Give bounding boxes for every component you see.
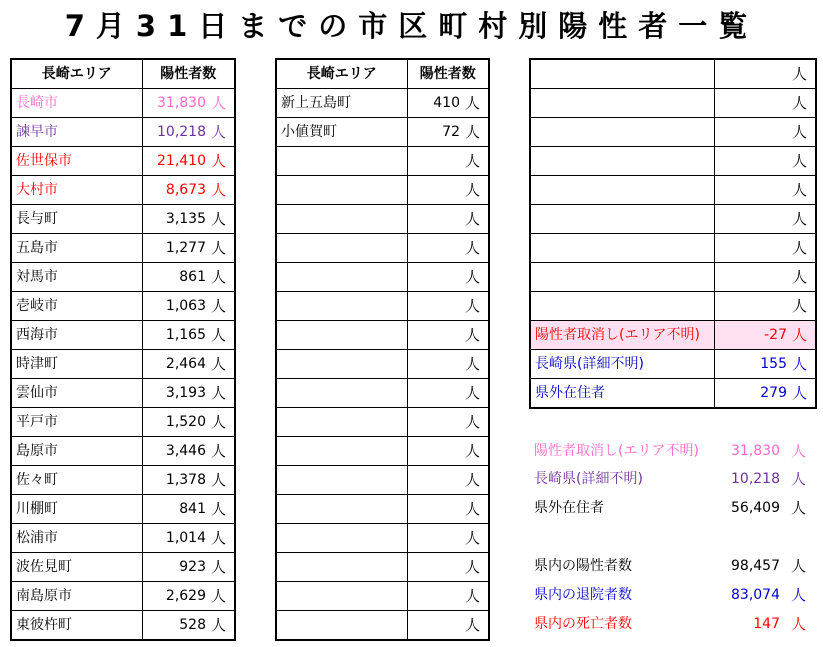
count-cell xyxy=(142,524,235,553)
unit-label: 人 xyxy=(210,355,226,373)
table-row xyxy=(530,89,816,118)
header-area: 長崎エリア xyxy=(276,59,407,89)
area-name xyxy=(530,292,714,321)
count-cell xyxy=(407,234,489,263)
count-cell xyxy=(407,553,489,582)
table-row xyxy=(11,321,235,350)
table-row xyxy=(11,408,235,437)
area-name: 南島原市 xyxy=(11,582,142,611)
count-cell xyxy=(407,350,489,379)
table-row xyxy=(276,118,489,147)
area-name xyxy=(276,350,407,379)
area-name: 西海市 xyxy=(11,321,142,350)
unit-label: 人 xyxy=(464,123,480,141)
table-row xyxy=(11,205,235,234)
unit-label: 人 xyxy=(210,558,226,576)
unit-label: 人 xyxy=(210,413,226,431)
summary-count: 10,218 xyxy=(731,471,780,487)
area-name xyxy=(276,205,407,234)
count-cell xyxy=(714,147,816,176)
table-row xyxy=(530,147,816,176)
summary-count: 147 xyxy=(753,616,780,632)
positive-count: 21,410 xyxy=(157,153,206,169)
table-row xyxy=(11,176,235,205)
unit-label: 人 xyxy=(790,557,806,575)
count-cell xyxy=(407,495,489,524)
count-cell xyxy=(142,205,235,234)
count-cell xyxy=(407,89,489,118)
unit-label: 人 xyxy=(464,500,480,518)
table-row xyxy=(11,147,235,176)
summary-label: 陽性者取消し(エリア不明) xyxy=(534,443,699,459)
area-name: 島原市 xyxy=(11,437,142,466)
count-cell xyxy=(407,379,489,408)
positive-count: 410 xyxy=(433,95,460,111)
count-cell xyxy=(142,234,235,263)
table-row xyxy=(276,553,489,582)
table-row xyxy=(11,524,235,553)
unit-label: 人 xyxy=(791,210,807,228)
positive-count: -27 xyxy=(764,327,787,343)
positive-count: 279 xyxy=(760,385,787,401)
table-header-row xyxy=(276,59,489,89)
count-cell xyxy=(142,321,235,350)
unit-label: 人 xyxy=(464,384,480,402)
count-cell xyxy=(407,147,489,176)
unit-label: 人 xyxy=(464,297,480,315)
table-row xyxy=(11,292,235,321)
header-count: 陽性者数 xyxy=(407,59,489,89)
table-row xyxy=(11,118,235,147)
count-cell xyxy=(714,263,816,292)
area-name xyxy=(530,147,714,176)
unit-label: 人 xyxy=(210,152,226,170)
count-cell xyxy=(142,263,235,292)
table-row xyxy=(276,292,489,321)
unit-label: 人 xyxy=(210,181,226,199)
count-cell xyxy=(142,176,235,205)
unit-label: 人 xyxy=(210,471,226,489)
table-row xyxy=(11,611,235,641)
positive-count: 3,135 xyxy=(165,211,206,227)
unit-label: 人 xyxy=(791,326,807,344)
count-cell xyxy=(142,495,235,524)
area-name: 時津町 xyxy=(11,350,142,379)
count-cell xyxy=(407,118,489,147)
area-name: 長崎県(詳細不明) xyxy=(530,350,714,379)
area-name xyxy=(530,118,714,147)
positive-count: 1,520 xyxy=(165,414,206,430)
area-name: 佐世保市 xyxy=(11,147,142,176)
count-cell xyxy=(142,611,235,641)
area-name xyxy=(276,466,407,495)
count-cell xyxy=(142,466,235,495)
unit-label: 人 xyxy=(210,442,226,460)
unit-label: 人 xyxy=(790,442,806,460)
table-row xyxy=(11,263,235,292)
count-cell xyxy=(714,205,816,234)
table-row xyxy=(11,437,235,466)
table-row xyxy=(11,553,235,582)
area-name: 壱岐市 xyxy=(11,292,142,321)
unit-label: 人 xyxy=(464,181,480,199)
unit-label: 人 xyxy=(464,442,480,460)
unit-label: 人 xyxy=(210,268,226,286)
count-cell xyxy=(714,350,816,379)
area-name xyxy=(276,611,407,641)
area-name xyxy=(276,524,407,553)
table-row xyxy=(530,321,816,350)
count-cell xyxy=(714,292,816,321)
unit-label: 人 xyxy=(791,94,807,112)
summary-label: 県内の退院者数 xyxy=(534,587,632,603)
area-name: 小値賀町 xyxy=(276,118,407,147)
area-name: 長与町 xyxy=(11,205,142,234)
count-cell xyxy=(407,176,489,205)
count-cell xyxy=(407,321,489,350)
unit-label: 人 xyxy=(464,587,480,605)
header-area: 長崎エリア xyxy=(11,59,142,89)
summary-label: 県内の死亡者数 xyxy=(534,616,632,632)
count-cell xyxy=(407,466,489,495)
unit-label: 人 xyxy=(464,326,480,344)
area-name xyxy=(530,234,714,263)
count-cell xyxy=(407,437,489,466)
count-cell xyxy=(407,263,489,292)
header-count: 陽性者数 xyxy=(142,59,235,89)
area-name: 川棚町 xyxy=(11,495,142,524)
table-header-row xyxy=(11,59,235,89)
table-row xyxy=(530,59,816,89)
area-name xyxy=(530,176,714,205)
area-name xyxy=(276,379,407,408)
summary-count: 98,457 xyxy=(731,558,780,574)
area-name xyxy=(276,437,407,466)
count-cell xyxy=(142,582,235,611)
unit-label: 人 xyxy=(210,529,226,547)
unit-label: 人 xyxy=(790,615,806,633)
table-row xyxy=(11,350,235,379)
positive-count: 2,629 xyxy=(165,588,206,604)
count-cell xyxy=(407,611,489,641)
unit-label: 人 xyxy=(464,413,480,431)
positive-count: 2,464 xyxy=(165,356,206,372)
area-name: 五島市 xyxy=(11,234,142,263)
table-row xyxy=(276,350,489,379)
area-name xyxy=(530,59,714,89)
unit-label: 人 xyxy=(791,297,807,315)
summary-row xyxy=(530,437,812,465)
unit-label: 人 xyxy=(210,239,226,257)
area-name xyxy=(276,147,407,176)
positive-count: 72 xyxy=(442,124,460,140)
count-cell xyxy=(142,147,235,176)
count-cell xyxy=(714,176,816,205)
unit-label: 人 xyxy=(791,355,807,373)
positive-count: 10,218 xyxy=(157,124,206,140)
table-row xyxy=(530,234,816,263)
table-row xyxy=(11,466,235,495)
table-row xyxy=(276,234,489,263)
summary-row xyxy=(530,581,812,609)
positive-count: 155 xyxy=(760,356,787,372)
area-name xyxy=(276,263,407,292)
unit-label: 人 xyxy=(464,210,480,228)
unit-label: 人 xyxy=(210,384,226,402)
positive-count: 1,014 xyxy=(165,530,206,546)
area-name: 松浦市 xyxy=(11,524,142,553)
middle-area-table xyxy=(275,58,490,641)
positive-count: 1,277 xyxy=(165,240,206,256)
table-row xyxy=(276,524,489,553)
unit-label: 人 xyxy=(210,326,226,344)
positive-count: 841 xyxy=(179,501,206,517)
unit-label: 人 xyxy=(791,239,807,257)
count-cell xyxy=(407,524,489,553)
unit-label: 人 xyxy=(791,181,807,199)
summary-count: 83,074 xyxy=(731,587,780,603)
page-title: 7月31日までの市区町村別陽性者一覧 xyxy=(64,9,759,43)
area-name xyxy=(530,89,714,118)
positive-count: 923 xyxy=(179,559,206,575)
table-row xyxy=(530,118,816,147)
unit-label: 人 xyxy=(464,616,480,634)
positive-count: 31,830 xyxy=(157,95,206,111)
area-name xyxy=(276,292,407,321)
summary-count: 56,409 xyxy=(731,500,780,516)
table-row xyxy=(276,408,489,437)
table-row xyxy=(276,321,489,350)
count-cell xyxy=(142,350,235,379)
area-name: 佐々町 xyxy=(11,466,142,495)
unit-label: 人 xyxy=(791,384,807,402)
count-cell xyxy=(142,553,235,582)
positive-count: 1,378 xyxy=(165,472,206,488)
unit-label: 人 xyxy=(464,239,480,257)
area-name: 波佐見町 xyxy=(11,553,142,582)
area-name: 平戸市 xyxy=(11,408,142,437)
summary-label: 県内の陽性者数 xyxy=(534,558,632,574)
count-cell xyxy=(142,89,235,118)
table-row xyxy=(276,263,489,292)
positive-count: 1,063 xyxy=(165,298,206,314)
positive-count: 8,673 xyxy=(165,182,206,198)
table-row xyxy=(530,292,816,321)
count-cell xyxy=(714,89,816,118)
unit-label: 人 xyxy=(790,586,806,604)
positive-count: 528 xyxy=(179,617,206,633)
unit-label: 人 xyxy=(791,65,807,83)
area-name: 雲仙市 xyxy=(11,379,142,408)
table-row xyxy=(276,89,489,118)
summary-row xyxy=(530,523,812,551)
area-name: 対馬市 xyxy=(11,263,142,292)
unit-label: 人 xyxy=(210,616,226,634)
unit-label: 人 xyxy=(464,529,480,547)
positive-count: 3,193 xyxy=(165,385,206,401)
table-row xyxy=(276,379,489,408)
count-cell xyxy=(714,321,816,350)
area-name xyxy=(530,205,714,234)
area-name: 大村市 xyxy=(11,176,142,205)
count-cell xyxy=(407,205,489,234)
left-area-table xyxy=(10,58,236,641)
count-cell xyxy=(714,118,816,147)
table-row xyxy=(11,582,235,611)
unit-label: 人 xyxy=(464,471,480,489)
table-row xyxy=(276,147,489,176)
table-row xyxy=(11,379,235,408)
count-cell xyxy=(142,118,235,147)
unit-label: 人 xyxy=(464,152,480,170)
area-name xyxy=(276,408,407,437)
table-row xyxy=(276,495,489,524)
count-cell xyxy=(407,292,489,321)
count-cell xyxy=(142,379,235,408)
area-name xyxy=(530,263,714,292)
summary-label: 県外在住者 xyxy=(534,500,604,516)
count-cell xyxy=(142,292,235,321)
unit-label: 人 xyxy=(790,470,806,488)
unit-label: 人 xyxy=(791,152,807,170)
right-other-table xyxy=(529,58,817,409)
table-row xyxy=(276,437,489,466)
count-cell xyxy=(407,408,489,437)
unit-label: 人 xyxy=(210,587,226,605)
area-name: 新上五島町 xyxy=(276,89,407,118)
area-name xyxy=(276,176,407,205)
summary-row xyxy=(530,610,812,638)
table-row xyxy=(11,234,235,263)
area-name xyxy=(276,582,407,611)
unit-label: 人 xyxy=(790,499,806,517)
unit-label: 人 xyxy=(210,94,226,112)
area-name: 長崎市 xyxy=(11,89,142,118)
area-name xyxy=(276,495,407,524)
unit-label: 人 xyxy=(210,123,226,141)
unit-label: 人 xyxy=(791,123,807,141)
table-row xyxy=(11,495,235,524)
area-name xyxy=(276,321,407,350)
table-row xyxy=(530,205,816,234)
summary-label: 長崎県(詳細不明) xyxy=(534,471,643,487)
count-cell xyxy=(407,582,489,611)
table-row xyxy=(530,379,816,409)
unit-label: 人 xyxy=(210,297,226,315)
table-row xyxy=(530,263,816,292)
table-row xyxy=(276,205,489,234)
table-row xyxy=(276,611,489,641)
area-name: 陽性者取消し(エリア不明) xyxy=(530,321,714,350)
positive-count: 3,446 xyxy=(165,443,206,459)
table-row xyxy=(276,176,489,205)
area-name xyxy=(276,234,407,263)
count-cell xyxy=(714,234,816,263)
count-cell xyxy=(142,437,235,466)
unit-label: 人 xyxy=(210,500,226,518)
area-name: 諫早市 xyxy=(11,118,142,147)
summary-row xyxy=(530,465,812,493)
area-name xyxy=(276,553,407,582)
table-row xyxy=(11,89,235,118)
summary-row xyxy=(530,494,812,522)
table-row xyxy=(276,466,489,495)
unit-label: 人 xyxy=(464,268,480,286)
unit-label: 人 xyxy=(210,210,226,228)
unit-label: 人 xyxy=(464,355,480,373)
positive-count: 1,165 xyxy=(165,327,206,343)
positive-count: 861 xyxy=(179,269,206,285)
unit-label: 人 xyxy=(464,558,480,576)
summary-row xyxy=(530,552,812,580)
area-name: 県外在住者 xyxy=(530,379,714,409)
table-row xyxy=(276,582,489,611)
count-cell xyxy=(142,408,235,437)
summary-count: 31,830 xyxy=(731,443,780,459)
unit-label: 人 xyxy=(791,268,807,286)
count-cell xyxy=(714,59,816,89)
table-row xyxy=(530,176,816,205)
area-name: 東彼杵町 xyxy=(11,611,142,641)
table-row xyxy=(530,350,816,379)
unit-label: 人 xyxy=(464,94,480,112)
count-cell xyxy=(714,379,816,409)
